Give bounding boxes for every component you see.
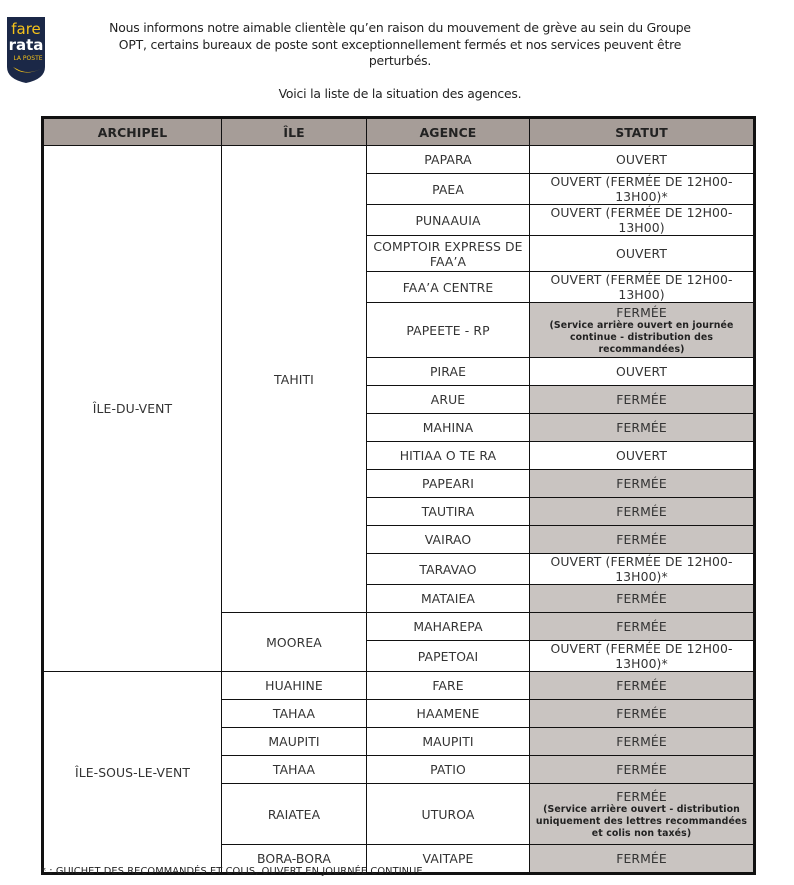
statut-cell: OUVERT (FERMÉE DE 12H00-13H00)* (530, 174, 755, 205)
statut-cell: OUVERT (FERMÉE DE 12H00-13H00)* (530, 641, 755, 672)
statut-cell: FERMÉE (530, 526, 755, 554)
statut-cell: FERMÉE (530, 386, 755, 414)
header-ile: ÎLE (222, 118, 367, 146)
statut-cell: OUVERT (530, 442, 755, 470)
agence-cell: PIRAE (367, 358, 530, 386)
agence-cell: PATIO (367, 756, 530, 784)
statut-cell: OUVERT (FERMÉE DE 12H00-13H00) (530, 205, 755, 236)
intro-message: Nous informons notre aimable clientèle qu’en raison du mouvement de grève au sein du Groupe OPT, certains bureaux de poste sont exceptionnellement fermés et nos services peuvent être perturbés. (109, 20, 691, 68)
agence-cell: VAITAPE (367, 845, 530, 874)
agences-status-table (41, 116, 756, 875)
agence-cell: FAA’A CENTRE (367, 272, 530, 303)
archipel-cell: ÎLE-DU-VENT (43, 146, 222, 672)
table-header-row (43, 118, 755, 146)
ile-cell: HUAHINE (222, 672, 367, 700)
agence-cell: PAPEARI (367, 470, 530, 498)
statut-cell: FERMÉE (530, 672, 755, 700)
agence-cell: TARAVAO (367, 554, 530, 585)
agence-cell: FARE (367, 672, 530, 700)
agence-cell: VAIRAO (367, 526, 530, 554)
statut-cell: OUVERT (530, 236, 755, 272)
ile-cell: RAIATEA (222, 784, 367, 845)
agence-cell: PAPETOAI (367, 641, 530, 672)
ile-cell: MAUPITI (222, 728, 367, 756)
statut-cell: FERMÉE (530, 613, 755, 641)
agence-cell: PAEA (367, 174, 530, 205)
agence-cell: ARUE (367, 386, 530, 414)
statut-label: FERMÉE (616, 788, 667, 804)
statut-cell: OUVERT (530, 146, 755, 174)
table-row (43, 146, 755, 174)
statut-label: FERMÉE (616, 304, 667, 320)
agence-cell: UTUROA (367, 784, 530, 845)
statut-cell: OUVERT (530, 358, 755, 386)
agence-cell: TAUTIRA (367, 498, 530, 526)
header-archipel: ARCHIPEL (43, 118, 222, 146)
statut-cell: FERMÉE (530, 498, 755, 526)
statut-cell: FERMÉE (530, 845, 755, 874)
ile-cell: BORA-BORA (222, 845, 367, 874)
table-row (43, 672, 755, 700)
ile-cell: TAHAA (222, 700, 367, 728)
archipel-cell: ÎLE-SOUS-LE-VENT (43, 672, 222, 874)
statut-cell: FERMÉE (530, 728, 755, 756)
header-agence: AGENCE (367, 118, 530, 146)
statut-cell: FERMÉE (530, 756, 755, 784)
ile-cell: TAHITI (222, 146, 367, 613)
footnote: * : GUICHET DES RECOMMANDÉS ET COLIS, OUVERT EN JOURNÉE CONTINUE (41, 866, 423, 877)
statut-cell: FERMÉE (530, 700, 755, 728)
agence-cell: MAUPITI (367, 728, 530, 756)
ile-cell: TAHAA (222, 756, 367, 784)
statut-cell: FERMÉE (530, 414, 755, 442)
intro-subtitle: Voici la liste de la situation des agences. (278, 86, 522, 101)
agence-cell: MATAIEA (367, 585, 530, 613)
statut-cell: FERMÉE (530, 470, 755, 498)
agence-cell: PUNAAUIA (367, 205, 530, 236)
agence-cell: MAHAREPA (367, 613, 530, 641)
fare-rata-logo (7, 17, 45, 83)
statut-cell (530, 303, 755, 358)
statut-cell: OUVERT (FERMÉE DE 12H00-13H00) (530, 272, 755, 303)
agence-cell: PAPEETE - RP (367, 303, 530, 358)
logo-text-la-poste: LA POSTE (13, 55, 43, 62)
statut-cell: OUVERT (FERMÉE DE 12H00-13H00)* (530, 554, 755, 585)
logo-text-rata: rata (8, 36, 44, 54)
header-statut: STATUT (530, 118, 755, 146)
statut-note: (Service arrière ouvert en journée continue - distribution des recommandées) (549, 319, 734, 355)
agence-cell: COMPTOIR EXPRESS DE FAA’A (367, 236, 530, 272)
fare-rata-logo-icon (7, 17, 45, 83)
agence-cell: MAHINA (367, 414, 530, 442)
logo-text-fare: fare (11, 20, 41, 38)
ile-cell: MOOREA (222, 613, 367, 672)
statut-cell (530, 784, 755, 845)
agence-cell: HAAMENE (367, 700, 530, 728)
agence-cell: PAPARA (367, 146, 530, 174)
statut-note: (Service arrière ouvert - distribution uniquement des lettres recommandées et colis non taxés) (535, 803, 748, 839)
statut-cell: FERMÉE (530, 585, 755, 613)
agence-cell: HITIAA O TE RA (367, 442, 530, 470)
